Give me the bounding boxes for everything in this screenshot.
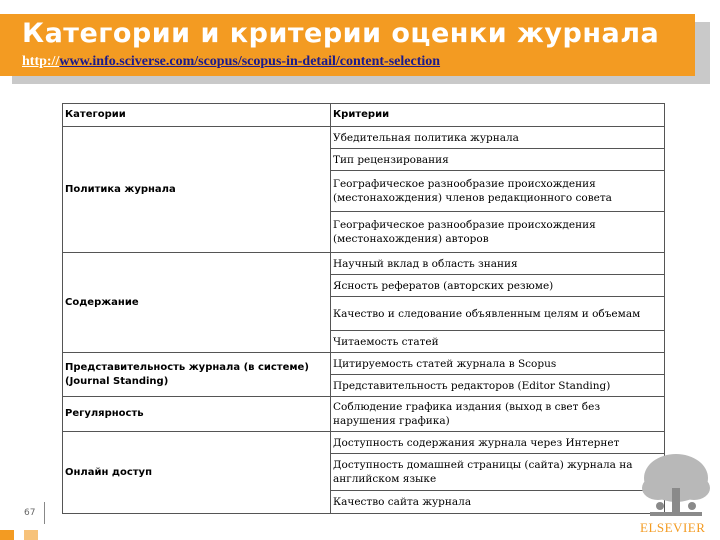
table-row [63,397,665,432]
elsevier-logo-text: ELSEVIER [640,520,706,535]
criterion-cell: Доступность домашней страницы (сайта) журнала на английском языке [331,454,665,491]
criterion-cell: Читаемость статей [331,331,665,353]
source-link[interactable] [22,54,440,70]
criterion-cell: Ясность рефератов (авторских резюме) [331,275,665,297]
table-row [63,127,665,149]
table-header-row [63,104,665,127]
category-cell: Содержание [63,253,331,353]
criteria-table [62,103,665,514]
category-cell: Представительность журнала (в системе) (Journal Standing) [63,353,331,397]
table-row [63,432,665,454]
source-link-address[interactable]: www.info.sciverse.com/scopus/scopus-in-detail/content-selection [59,54,441,69]
bottom-strip [0,528,720,540]
table-row [63,253,665,275]
criterion-cell: Цитируемость статей журнала в Scopus [331,353,665,375]
criterion-cell: Доступность содержания журнала через Интернет [331,432,665,454]
category-cell: Регулярность [63,397,331,432]
criterion-cell: Соблюдение графика издания (выход в свет без нарушения графика) [331,397,665,432]
criterion-cell: Представительность редакторов (Editor Standing) [331,375,665,397]
header-criteria: Критерии [331,104,665,127]
criterion-cell: Географическое разнообразие происхождения (местонахождения) авторов [331,212,665,253]
criterion-cell: Географическое разнообразие происхождения (местонахождения) членов редакционного совета [331,171,665,212]
category-cell: Политика журнала [63,127,331,253]
criterion-cell: Качество и следование объявленным целям и объемам [331,297,665,331]
table-row [63,353,665,375]
criterion-cell: Убедительная политика журнала [331,127,665,149]
page-number: 67 [24,508,36,518]
page-divider [44,502,45,524]
criterion-cell: Качество сайта журнала [331,491,665,514]
source-link-protocol[interactable]: http:// [22,54,60,69]
slide-title: Категории и критерии оценки журнала [22,18,660,49]
criterion-cell: Научный вклад в область знания [331,253,665,275]
header-categories: Категории [63,104,331,127]
criterion-cell: Тип рецензирования [331,149,665,171]
category-cell: Онлайн доступ [63,432,331,514]
